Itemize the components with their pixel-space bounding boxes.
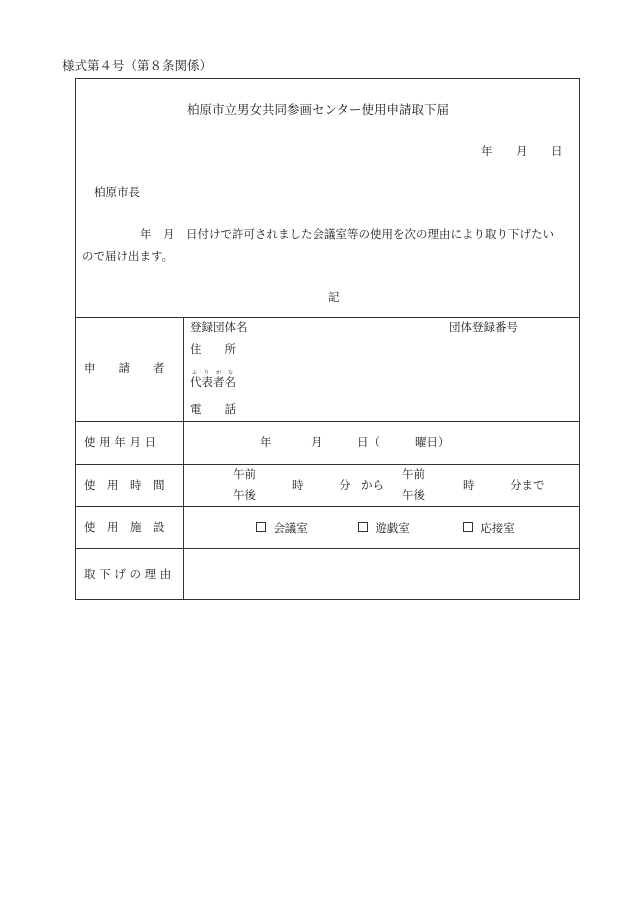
end-hour: 時 [463,478,475,492]
use-date-month: 月 [311,435,323,449]
body-line-1: 年 月 日付けで許可されました会議室等の使用を次の理由により取り下げたい [140,227,554,241]
addressee: 柏原市長 [94,185,140,199]
use-date-day: 日（ [357,435,380,449]
start-hour: 時 [292,478,304,492]
body-line-2: ので届け出ます。 [82,249,174,263]
start-am: 午前 [233,467,256,481]
facility-option-label: 遊戯室 [375,521,410,535]
from-label: から [361,478,384,492]
start-minute: 分 [339,478,351,492]
use-time-label: 使 用 時 間 [84,478,165,492]
representative-label: 代表者名 [190,375,236,389]
end-minute: 分まで [510,478,545,492]
facility-option-playroom[interactable] [358,522,410,535]
furigana-char: が [216,370,222,376]
checkbox-icon[interactable] [463,522,473,532]
group-name-label: 登録団体名 [190,320,248,334]
use-date-label: 使 用 年 月 日 [84,435,157,449]
facility-option-meeting-room[interactable] [256,522,308,535]
furigana-char: ふ [192,370,198,376]
use-date-year: 年 [260,435,272,449]
phone-label: 電 話 [190,402,236,416]
group-number-label: 団体登録番号 [449,320,518,334]
facility-label: 使 用 施 設 [84,520,165,534]
ki-label: 記 [328,290,340,304]
end-am: 午前 [402,467,425,481]
facility-option-label: 会議室 [273,521,308,535]
form-title: 柏原市立男女共同参画センター使用申請取下届 [187,102,450,117]
start-pm: 午後 [233,488,256,502]
row-rule-2 [76,464,579,465]
date-month: 月 [516,144,528,158]
label-column-rule [183,317,184,599]
end-pm: 午後 [402,488,425,502]
furigana-char: な [228,370,234,376]
facility-option-reception-room[interactable] [463,522,515,535]
use-date-weekday: 曜日） [415,435,450,449]
reason-field[interactable] [186,551,576,597]
date-day: 日 [551,144,563,158]
checkbox-icon[interactable] [256,522,266,532]
row-rule-1 [76,421,579,422]
form-sheet [75,78,580,600]
reason-label: 取 下 げ の 理 由 [84,567,172,581]
row-rule-4 [76,548,579,549]
furigana-char: り [204,370,210,376]
row-rule-3 [76,506,579,507]
checkbox-icon[interactable] [358,522,368,532]
date-year: 年 [481,144,493,158]
applicant-label: 申 請 者 [84,361,165,375]
form-number-label: 様式第４号（第８条関係） [62,58,213,73]
table-top-rule [76,317,579,318]
facility-option-label: 応接室 [480,521,515,535]
address-label: 住 所 [190,342,236,356]
